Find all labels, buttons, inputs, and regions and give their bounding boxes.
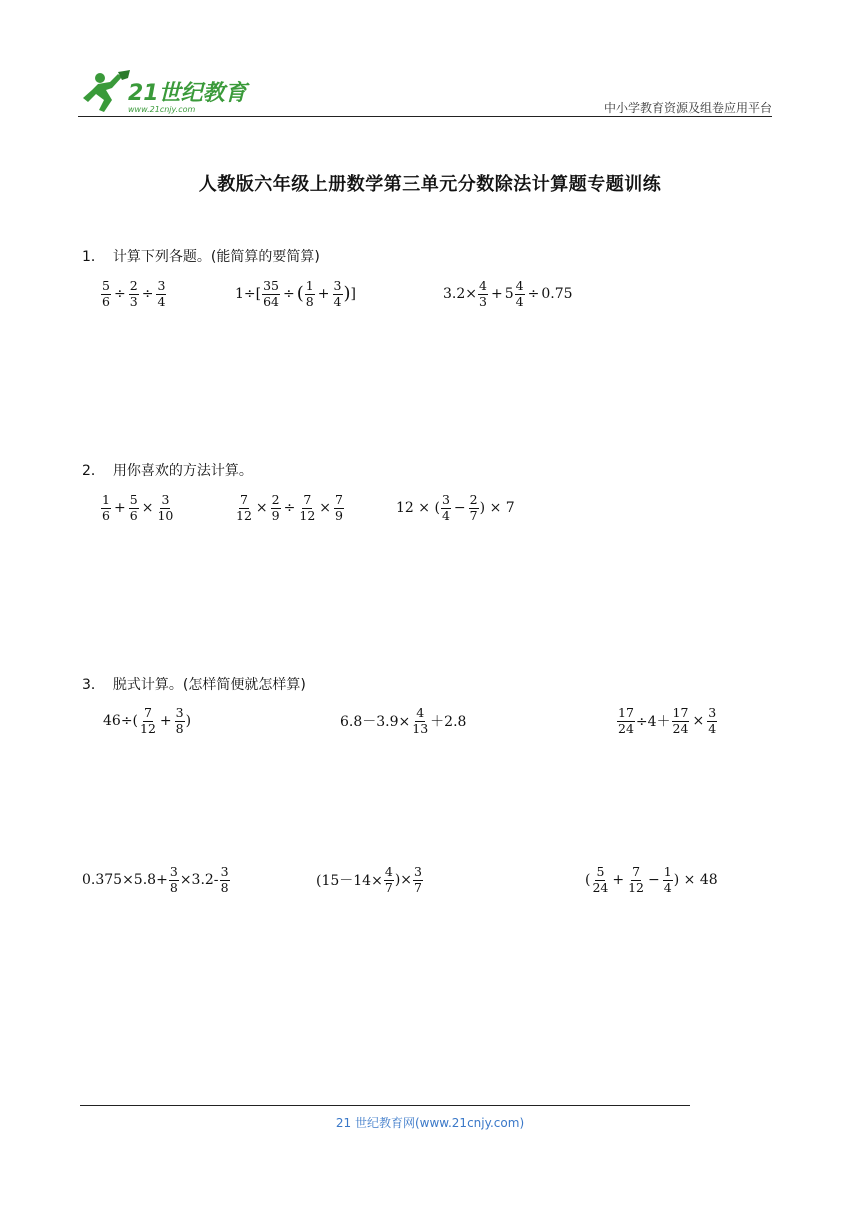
footer-divider bbox=[80, 1105, 690, 1106]
question-text: 脱式计算。(怎样简便就怎样算) bbox=[112, 677, 306, 693]
page-title: 人教版六年级上册数学第三单元分数除法计算题专题训练 bbox=[198, 174, 662, 195]
question-number: 3． bbox=[82, 677, 105, 693]
fraction: $\frac{4}{3}$ bbox=[479, 278, 487, 309]
q3-expression-1: 46÷( $\frac{7}{12}$ + $\frac{3}{8}$ ) bbox=[103, 705, 192, 736]
question-3-heading bbox=[82, 674, 306, 694]
fraction: $\frac{4}{13}$ bbox=[412, 705, 429, 736]
fraction: $\frac{17}{24}$ bbox=[672, 705, 689, 736]
footer-link[interactable]: 21 世纪教育网(www.21cnjy.com) bbox=[335, 1116, 525, 1130]
fraction: $\frac{3}{8}$ bbox=[220, 864, 229, 895]
fraction: $\frac{35}{64}$ bbox=[263, 278, 280, 309]
fraction: $\frac{7}{12}$ bbox=[140, 705, 156, 736]
fraction: $\frac{2}{7}$ bbox=[469, 492, 478, 523]
q1-expression-2: 1÷[ $\frac{35}{64}$ ÷ ( $\frac{1}{8}$ + $\frac{3}{4}$ ) ] bbox=[235, 278, 357, 309]
fraction: $\frac{2}{3}$ bbox=[129, 278, 138, 309]
fraction: $\frac{7}{9}$ bbox=[335, 492, 343, 523]
question-text: 用你喜欢的方法计算。 bbox=[112, 463, 253, 479]
fraction: $\frac{5}{24}$ bbox=[592, 864, 609, 895]
fraction: $\frac{3}{4}$ bbox=[333, 278, 342, 309]
question-number: 2． bbox=[82, 463, 105, 479]
q2-expression-1: $\frac{1}{6}$ + $\frac{5}{6}$ × $\frac{3}{10}$ bbox=[102, 492, 174, 523]
fraction: $\frac{5}{6}$ bbox=[102, 278, 110, 309]
q3-expression-4: 0.375×5.8+ $\frac{3}{8}$ ×3.2- $\frac{3}{8}$ bbox=[82, 864, 229, 895]
fraction: $\frac{2}{9}$ bbox=[271, 492, 280, 523]
fraction: $\frac{3}{7}$ bbox=[414, 864, 422, 895]
fraction: $\frac{3}{4}$ bbox=[708, 705, 717, 736]
fraction: $\frac{3}{8}$ bbox=[169, 864, 178, 895]
fraction: $\frac{7}{12}$ bbox=[628, 864, 645, 895]
question-1-heading bbox=[82, 246, 320, 266]
question-number: 1． bbox=[82, 249, 105, 265]
header-divider bbox=[78, 116, 772, 117]
fraction: $\frac{4}{7}$ bbox=[384, 864, 393, 895]
fraction: $\frac{3}{8}$ bbox=[175, 705, 184, 736]
q2-expression-2: $\frac{7}{12}$ × $\frac{2}{9}$ ÷ $\frac{7}{12}$ × $\frac{7}{9}$ bbox=[236, 492, 343, 523]
fraction: $\frac{17}{24}$ bbox=[618, 705, 634, 736]
q2-expression-3: 12 × ( $\frac{3}{4}$ − $\frac{2}{7}$ ) × 7 bbox=[396, 492, 515, 523]
fraction: $\frac{4}{4}$ bbox=[515, 278, 524, 309]
fraction: $\frac{7}{12}$ bbox=[299, 492, 316, 523]
q1-expression-3: 3.2× $\frac{4}{3}$ + 5 $\frac{4}{4}$ ÷ 0.75 bbox=[443, 278, 573, 309]
header-platform-text: 中小学教育资源及组卷应用平台 bbox=[603, 101, 772, 115]
fraction: $\frac{1}{4}$ bbox=[663, 864, 672, 895]
logo-text: 21世纪教育 bbox=[128, 81, 247, 106]
q3-expression-6: ( $\frac{5}{24}$ + $\frac{7}{12}$ − $\frac{1}{4}$ ) × 48 bbox=[585, 864, 718, 895]
q3-expression-3: $\frac{17}{24}$ ÷4＋ $\frac{17}{24}$ × $\frac{3}{4}$ bbox=[618, 705, 717, 736]
fraction: $\frac{5}{6}$ bbox=[129, 492, 138, 523]
question-text: 计算下列各题。(能简算的要简算) bbox=[112, 249, 320, 265]
q1-expression-1: $\frac{5}{6}$ ÷ $\frac{2}{3}$ ÷ $\frac{3}{4}$ bbox=[102, 278, 166, 309]
fraction: $\frac{3}{4}$ bbox=[441, 492, 450, 523]
q3-expression-5: (15－14× $\frac{4}{7}$ )× $\frac{3}{7}$ bbox=[316, 864, 422, 895]
fraction: $\frac{3}{10}$ bbox=[157, 492, 174, 523]
site-logo bbox=[78, 68, 258, 118]
fraction: $\frac{7}{12}$ bbox=[236, 492, 252, 523]
q3-expression-2: 6.8－3.9× $\frac{4}{13}$ ＋2.8 bbox=[340, 705, 467, 736]
fraction: $\frac{1}{6}$ bbox=[102, 492, 110, 523]
question-2-heading bbox=[82, 460, 253, 480]
fraction: $\frac{3}{4}$ bbox=[157, 278, 166, 309]
fraction: $\frac{1}{8}$ bbox=[305, 278, 314, 309]
runner-icon bbox=[83, 70, 130, 112]
logo-url: www.21cnjy.com bbox=[128, 105, 196, 114]
